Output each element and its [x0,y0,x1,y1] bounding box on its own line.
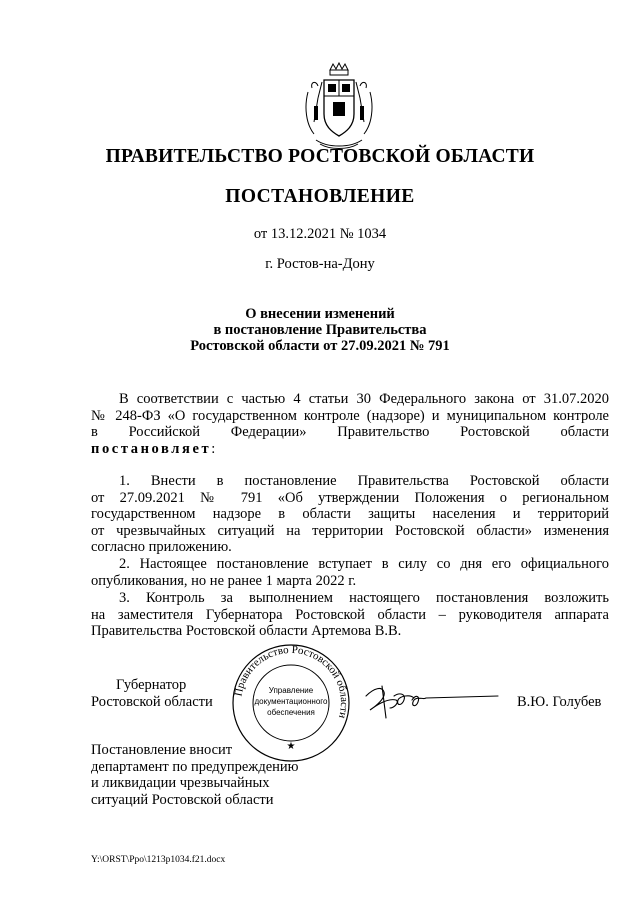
item-line: согласно приложению. [91,539,232,556]
signer-title: Губернатор [116,677,187,693]
subject-line: Ростовской области от 27.09.2021 № 791 [190,338,450,354]
preamble [91,391,609,457]
item-1 [91,473,609,556]
item-line: 3. Контроль за выполнением настоящего постановления возложить [119,590,609,606]
stamp-star-icon: ★ [286,741,296,752]
item-line: 2. Настоящее постановление вступает в силу со дня его официального [119,556,609,572]
document-type: ПОСТАНОВЛЕНИЕ [225,186,415,207]
file-path: Y:\ORST\Ppo\1213p1034.f21.docx [91,855,226,865]
item-3 [91,590,609,640]
resolution-colon: : [211,440,216,457]
document-subject [0,306,640,354]
item-line: от 27.09.2021 № 791 «Об утверждении Положения о региональном [91,489,609,506]
preamble-line: № 248-ФЗ «О государственном контроле (надзоре) и муниципальном контроле [91,407,609,424]
item-line: от чрезвычайных ситуаций на территории Ростовской области» изменения [91,522,609,539]
submitted-by-line: Постановление вносит [91,742,233,758]
item-line: 1. Внести в постановление Правительства Ростовской области [119,473,609,489]
preamble-resolution [91,441,609,458]
subject-line: О внесении изменений [245,306,395,322]
date-number: от 13.12.2021 № 1034 [253,226,387,242]
stamp-ring-text: Правительство Ростовской области [232,643,351,720]
stamp-inner-line: документационного [254,697,328,706]
resolution-keyword: постановляет [91,440,212,457]
city: г. Ростов-на-Дону [265,256,375,272]
submitted-by-line: и ликвидации чрезвычайных [91,775,270,792]
coat-of-arms-emblem [300,62,378,152]
submitted-by [91,742,299,808]
submitted-by-line: ситуаций Ростовской области [91,791,274,808]
submitted-by-line: департамент по предупреждению [91,758,299,775]
government-title: ПРАВИТЕЛЬСТВО РОСТОВСКОЙ ОБЛАСТИ [105,146,535,167]
signer-region: Ростовской области [91,694,213,710]
preamble-line: в Российской Федерации» Правительство Ростовской области [91,424,609,441]
item-line: Правительства Ростовской области Артемова В.В. [91,623,402,640]
preamble-line: В соответствии с частью 4 статьи 30 Федерального закона от 31.07.2020 [119,391,609,407]
subject-line: в постановление Правительства [213,322,427,338]
item-line: опубликования, но не ранее 1 марта 2022 г. [91,572,357,589]
item-2 [91,556,609,589]
handwritten-signature [360,678,500,722]
signer-name: В.Ю. Голубев [517,694,602,710]
stamp-inner-line: обеспечения [267,708,315,717]
stamp-inner-line: Управление [268,686,314,695]
item-line: на заместителя Губернатора Ростовской области – руководителя аппарата [91,606,609,623]
item-line: государственном надзоре в области защиты населения и территорий [91,506,609,523]
